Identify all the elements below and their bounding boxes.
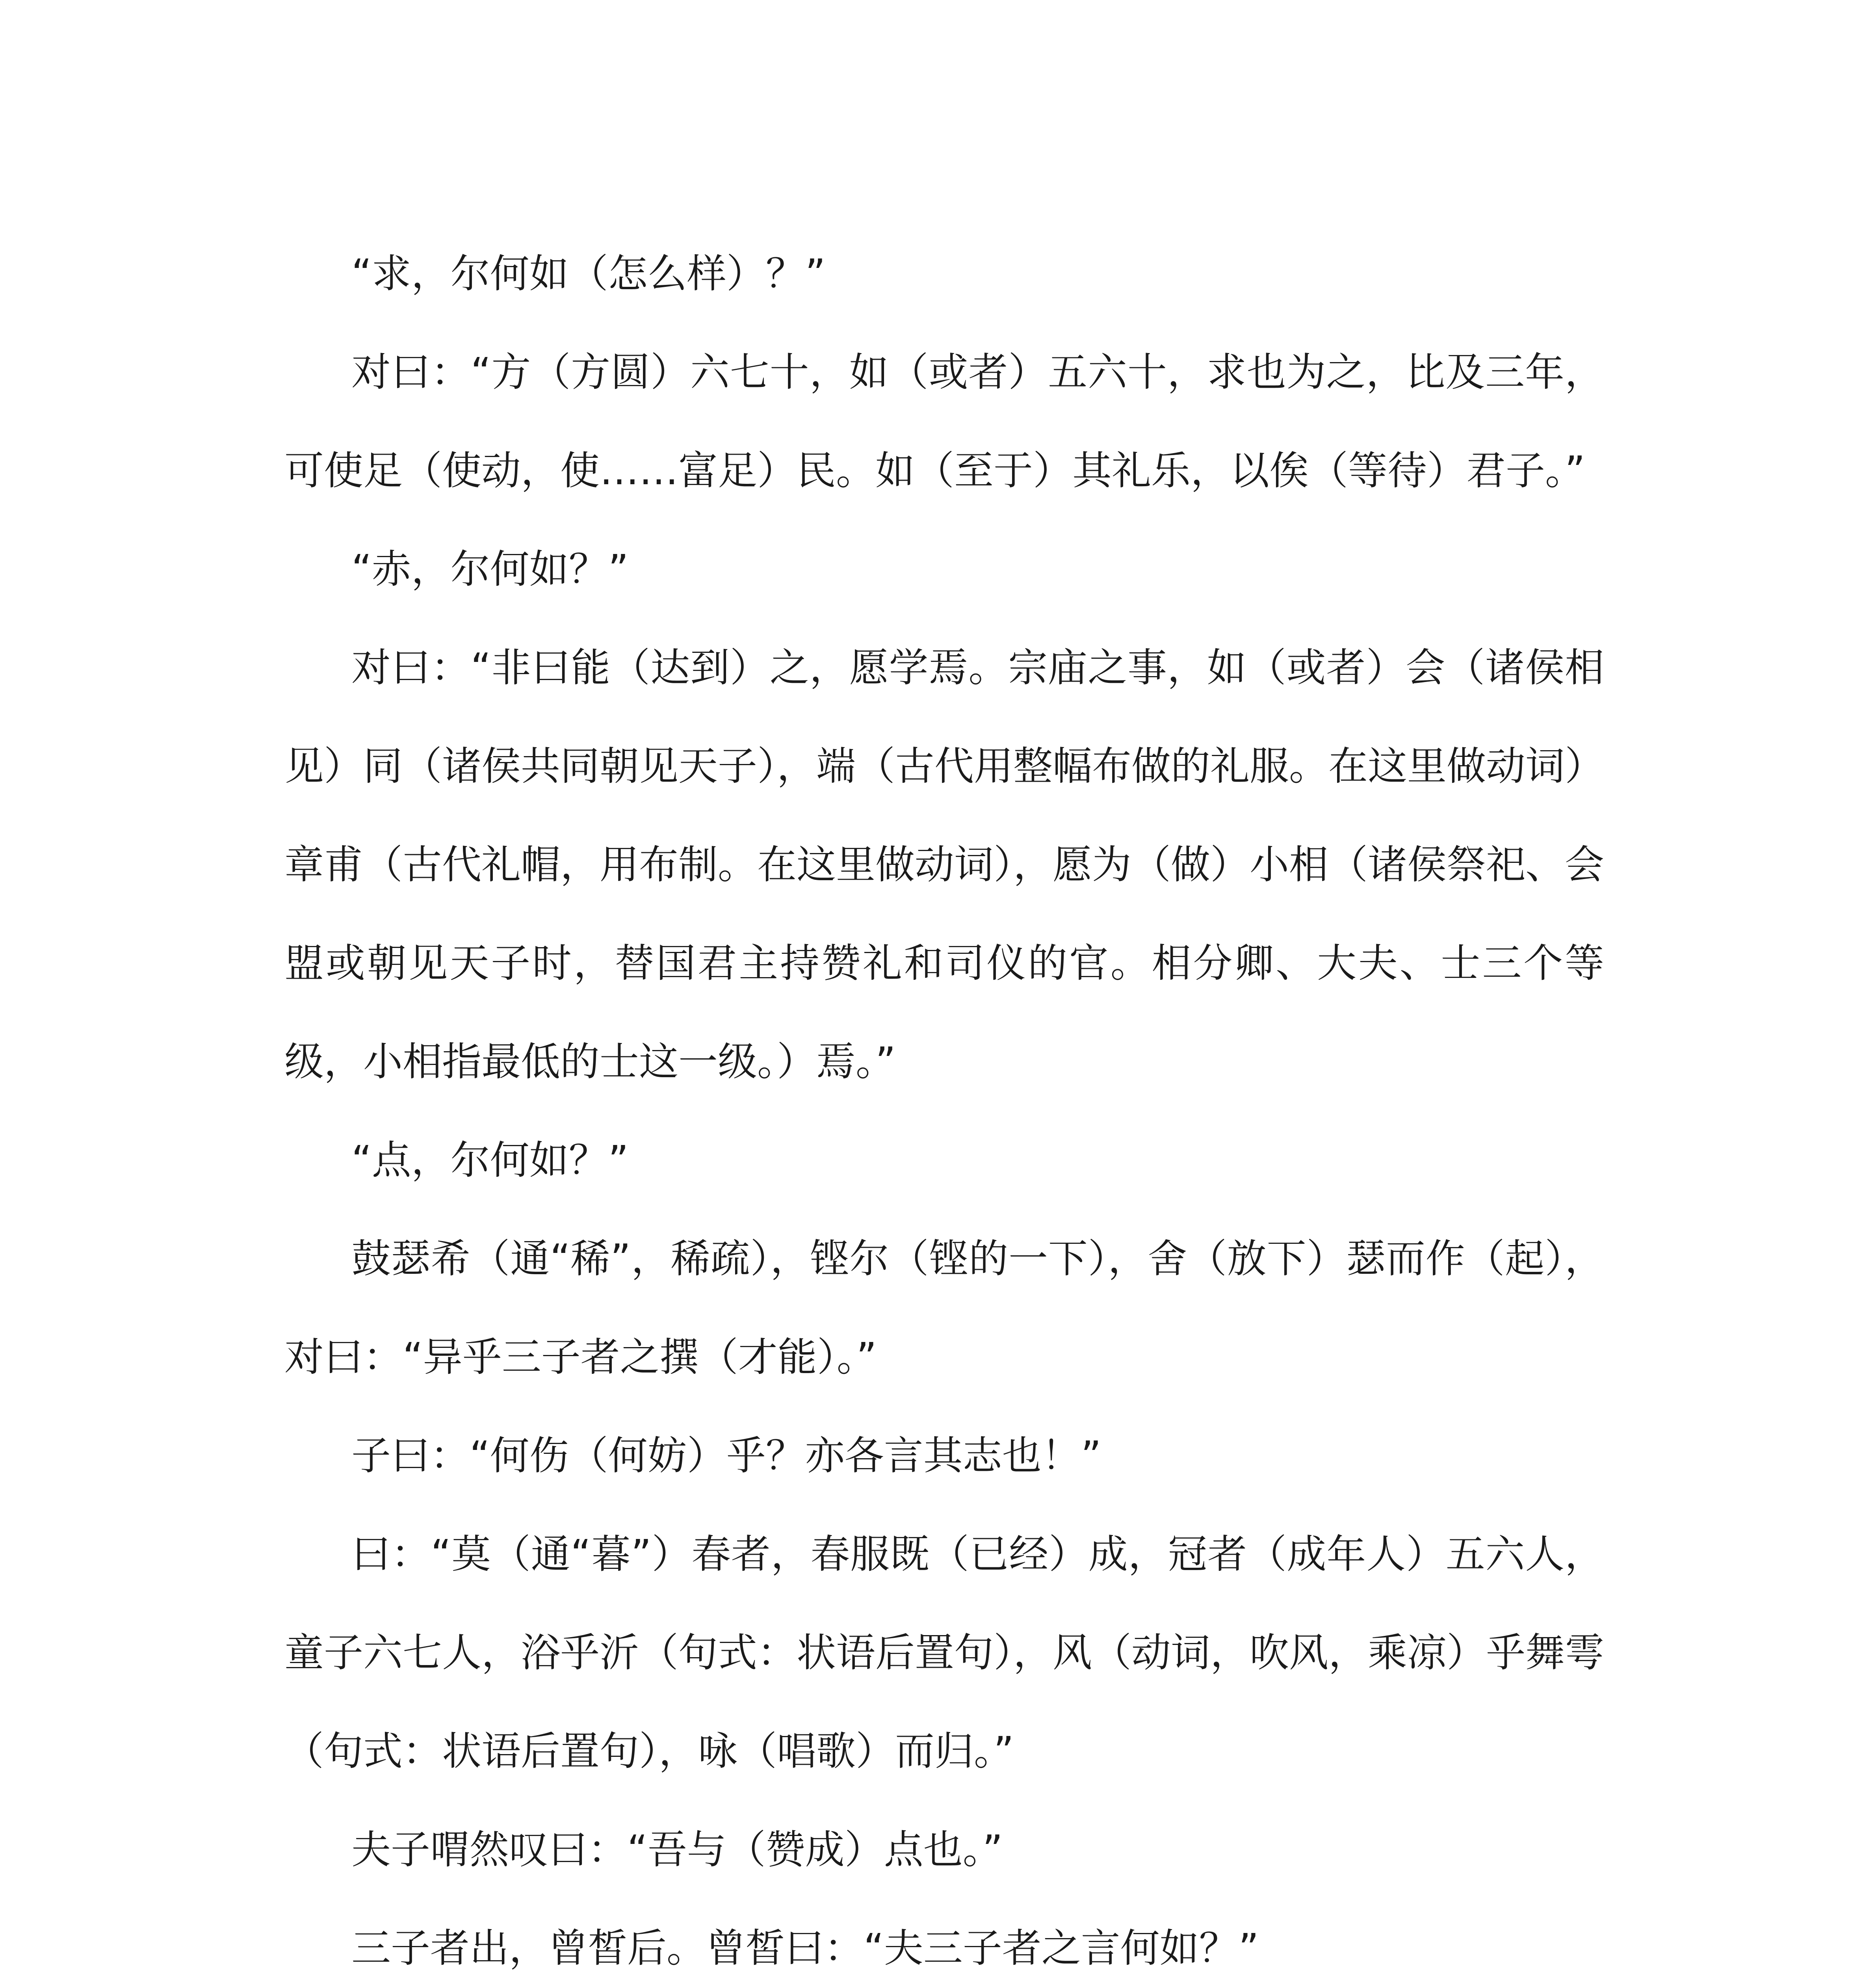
paragraph-3: “赤，尔何如？” [351, 546, 629, 592]
paragraph-7: 子曰：“何伤（何妨）乎？亦各言其志也！” [351, 1433, 1101, 1479]
paragraph-8: 曰：“莫（通“暮”）春者，春服既（已经）成，冠者（成年人）五六人，童子六七人，浴乎沂（句式：状语后置句），风（动词，吹风，乘凉）乎舞雩（句式：状语后置句），咏（唱歌）而归。” [284, 1531, 1604, 1774]
document-body [284, 225, 1604, 1970]
paragraph-2: 对曰：“方（方圆）六七十，如（或者）五六十，求也为之，比及三年，可使足（使动，使……富足）民。如（至于）其礼乐，以俟（等待）君子。” [284, 349, 1604, 494]
paragraph-1: “求，尔何如（怎么样）？” [351, 251, 826, 297]
paragraph-10: 三子者出，曾皙后。曾皙曰：“夫三子者之言何如？” [351, 1925, 1259, 1970]
paragraph-4: 对曰：“非曰能（达到）之，愿学焉。宗庙之事，如（或者）会（诸侯相见）同（诸侯共同朝见天子），端（古代用整幅布做的礼服。在这里做动词）章甫（古代礼帽，用布制。在这里做动词），愿为（做）小相（诸侯祭祀、会盟或朝见天子时，替国君主持赞礼和司仪的官。相分卿、大夫、士三个等级，小相指最低的士这一级。）焉。” [284, 645, 1604, 1085]
paragraph-9: 夫子喟然叹曰：“吾与（赞成）点也。” [351, 1827, 1003, 1873]
paragraph-6: 鼓瑟希（通“稀”，稀疏），铿尔（铿的一下），舍（放下）瑟而作（起），对曰：“异乎三子者之撰（才能）。” [284, 1236, 1604, 1380]
paragraph-5: “点，尔何如？” [351, 1137, 629, 1183]
